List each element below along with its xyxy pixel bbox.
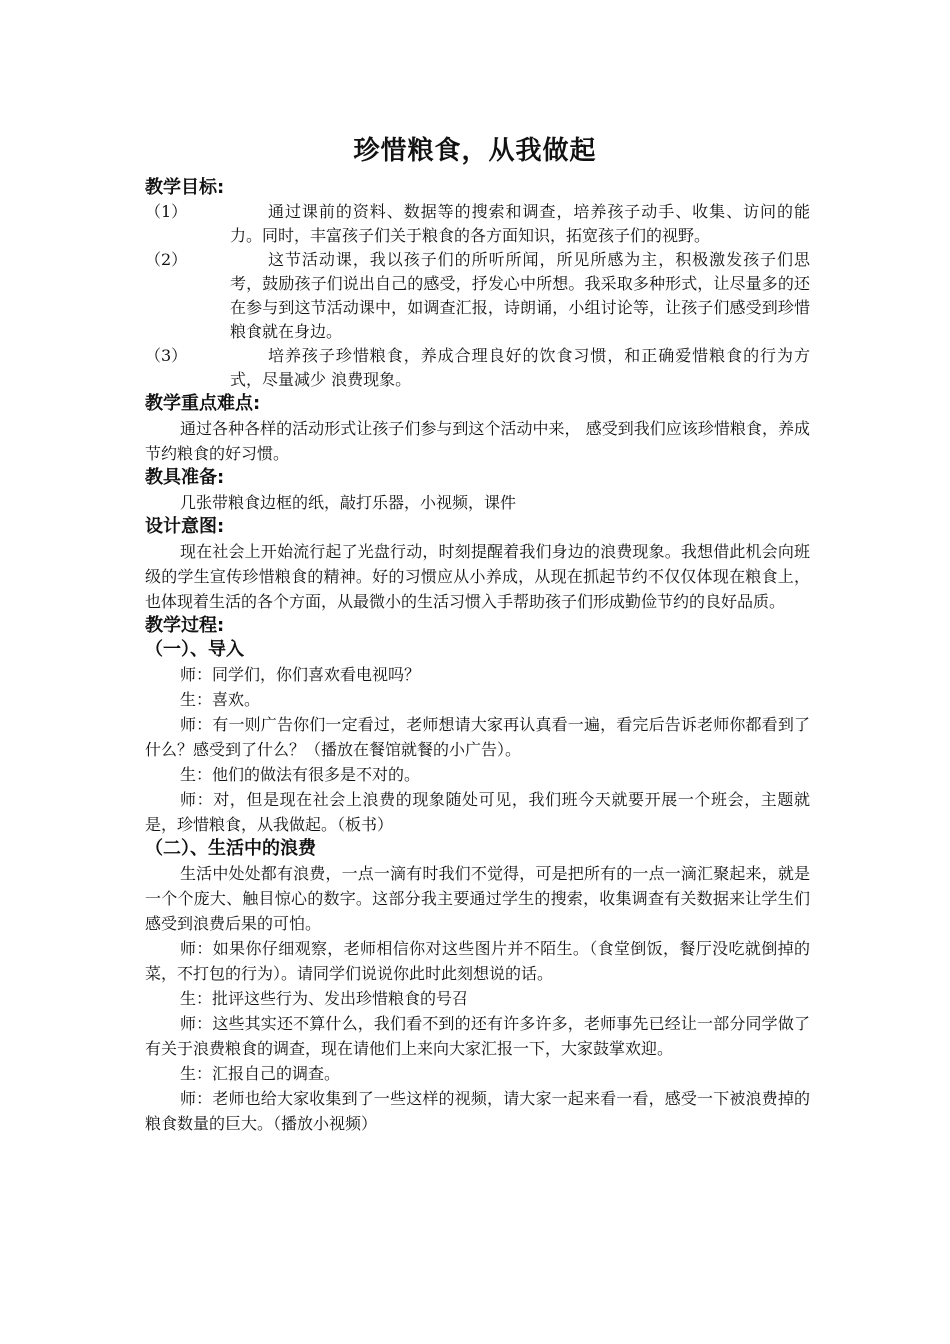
objective-item bbox=[145, 200, 810, 248]
design-intent-text: 现在社会上开始流行起了光盘行动，时刻提醒着我们身边的浪费现象。我想借此机会向班级的学生宣传珍惜粮食的精神。好的习惯应从小养成，从现在抓起节约不仅仅体现在粮食上，也体现着生活的各个方面，从最微小的生活习惯入手帮助孩子们形成勤俭节约的良好品质。 bbox=[145, 542, 810, 611]
objective-text: 这节活动课，我以孩子们的所听所闻，所见所感为主，积极激发孩子们思考，鼓励孩子们说出自己的感受，抒发心中所想。我采取多种形式，让尽量多的还在参与到这节活动课中，如调查汇报，诗朗诵，小组讨论等，让孩子们感受到珍惜粮食就在身边。 bbox=[230, 250, 810, 341]
part2-heading: （二）、生活中的浪费 bbox=[145, 838, 316, 859]
dialogue-line: 师：这些其实还不算什么，我们看不到的还有许多许多，老师事先已经让一部分同学做了有关于浪费粮食的调查，现在请他们上来向大家汇报一下，大家鼓掌欢迎。 bbox=[145, 1014, 810, 1058]
objective-number: （1） bbox=[145, 202, 188, 221]
teaching-process-heading: 教学过程: bbox=[145, 615, 225, 636]
objective-number: （2） bbox=[145, 250, 188, 269]
key-points-heading: 教学重点难点: bbox=[145, 393, 261, 414]
objective-text: 培养孩子珍惜粮食，养成合理良好的饮食习惯，和正确爱惜粮食的行为方式，尽量减少 浪费现象。 bbox=[230, 346, 810, 389]
dialogue-line: 师：老师也给大家收集到了一些这样的视频，请大家一起来看一看，感受一下被浪费掉的粮食数量的巨大。（播放小视频） bbox=[145, 1089, 810, 1133]
objective-number: （3） bbox=[145, 346, 188, 365]
objective-text: 通过课前的资料、数据等的搜索和调查，培养孩子动手、收集、访问的能力。同时，丰富孩子们关于粮食的各方面知识，拓宽孩子们的视野。 bbox=[230, 202, 810, 245]
dialogue-line: 生：喜欢。 bbox=[180, 690, 261, 709]
dialogue-line: 生：批评这些行为、发出珍惜粮食的号召 bbox=[180, 989, 469, 1008]
objectives-heading: 教学目标: bbox=[145, 177, 225, 198]
dialogue-line: 师：同学们，你们喜欢看电视吗？ bbox=[180, 665, 421, 684]
design-intent-heading: 设计意图: bbox=[145, 516, 225, 537]
teaching-tools-text: 几张带粮食边框的纸，敲打乐器，小视频，课件 bbox=[180, 493, 517, 512]
objective-item bbox=[145, 248, 810, 344]
teaching-tools-heading: 教具准备: bbox=[145, 467, 225, 488]
dialogue-line: 师：对，但是现在社会上浪费的现象随处可见，我们班今天就要开展一个班会，主题就是，珍惜粮食，从我做起。（板书） bbox=[145, 790, 810, 834]
part1-heading: （一）、导入 bbox=[145, 639, 244, 660]
dialogue-line: 生：他们的做法有很多是不对的。 bbox=[180, 765, 421, 784]
dialogue-line: 师：如果你仔细观察，老师相信你对这些图片并不陌生。（食堂倒饭，餐厅没吃就倒掉的菜，不打包的行为）。请同学们说说你此时此刻想说的话。 bbox=[145, 939, 810, 983]
document-body bbox=[145, 176, 810, 1136]
objective-item bbox=[145, 344, 810, 392]
key-points-text: 通过各种各样的活动形式让孩子们参与到这个活动中来， 感受到我们应该珍惜粮食，养成节约粮食的好习惯。 bbox=[145, 419, 810, 463]
dialogue-line: 生活中处处都有浪费，一点一滴有时我们不觉得，可是把所有的一点一滴汇聚起来，就是一个个庞大、触目惊心的数字。这部分我主要通过学生的搜索，收集调查有关数据来让学生们感受到浪费后果的可怕。 bbox=[145, 864, 810, 933]
dialogue-line: 师：有一则广告你们一定看过，老师想请大家再认真看一遍，看完后告诉老师你都看到了什么？感受到了什么？（播放在餐馆就餐的小广告）。 bbox=[145, 715, 810, 759]
document-title: 珍惜粮食，从我做起 bbox=[353, 136, 597, 166]
dialogue-line: 生：汇报自己的调查。 bbox=[180, 1064, 341, 1083]
